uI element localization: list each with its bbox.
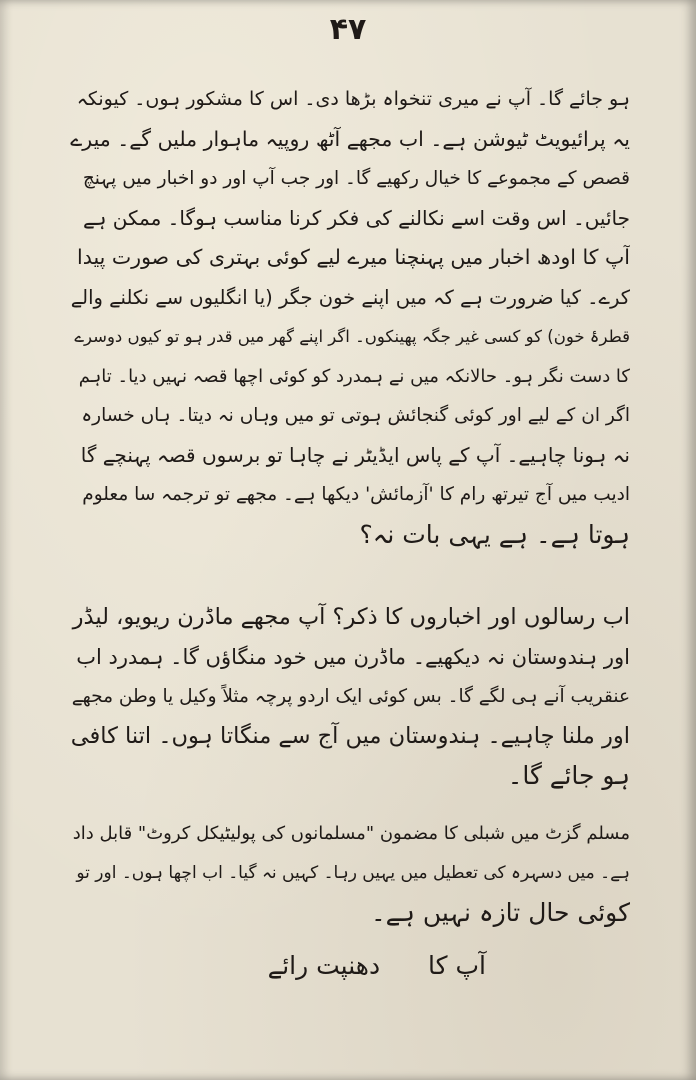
text-line: مسلم گزٹ میں شبلی کا مضمون "مسلمانوں کی پولیٹیکل کروٹ" قابل داد [72, 823, 630, 844]
text-line: کا دست نگر ہو۔ حالانکہ میں نے ہمدرد کو کوئی اچھا قصہ نہیں دیا۔ تاہم [78, 365, 630, 387]
text-line: قصص کے مجموعے کا خیال رکھیے گا۔ اور جب آپ اور دو اخبار میں پہنچ [82, 168, 630, 189]
page-number: ۴۷ [329, 12, 367, 47]
text-line: یہ پرائیویٹ ٹیوشن ہے۔ اب مجھے آٹھ روپیہ ماہوار ملیں گے۔ میرے [70, 126, 630, 151]
text-line: ہے۔ میں دسہرہ کی تعطیل میں یہیں رہا۔ کہیں نہ گیا۔ اب اچھا ہوں۔ اور تو [76, 862, 630, 883]
text-line: عنقریب آنے ہی لگے گا۔ بس کوئی ایک اردو پرچہ مثلاً وکیل یا وطن مجھے [71, 686, 630, 707]
text-line: ہوتا ہے۔ ہے یہی بات نہ؟ [359, 519, 630, 549]
paragraph-2 [70, 598, 630, 796]
text-line: ہو جائے گا۔ [507, 761, 630, 790]
text-line: کوئی حال تازہ نہیں ہے۔ [370, 898, 630, 927]
paragraph-1 [70, 80, 630, 554]
text-line: اب رسالوں اور اخباروں کا ذکر؟ آپ مجھے ماڈرن ریویو، لیڈر [72, 604, 630, 630]
text-line: قطرۂ خون) کو کسی غیر جگہ پھینکوں۔ اگر اپنے گھر میں قدر ہو تو کیوں دوسرے [74, 327, 630, 346]
text-line: اور ہندوستان نہ دیکھیے۔ ماڈرن میں خود منگاؤں گا۔ ہمدرد اب [76, 644, 630, 669]
text-line: اور ملنا چاہیے۔ ہندوستان میں آج سے منگاتا ہوں۔ اتنا کافی [70, 722, 630, 749]
text-line: ہو جائے گا۔ آپ نے میری تنخواہ بڑھا دی۔ اس کا مشکور ہوں۔ کیونکہ [76, 88, 630, 110]
signature [268, 946, 486, 986]
paragraph-3 [70, 814, 630, 933]
text-line: آپ کا اودھ اخبار میں پہنچنا میرے لیے کوئی بہتری کی صورت پیدا [77, 245, 630, 269]
text-line: جائیں۔ اس وقت اسے نکالنے کی فکر کرنا مناسب ہوگا۔ ممکن ہے [82, 205, 630, 230]
signature-name: دھنپت رائے [267, 951, 381, 980]
text-line: کرے۔ کیا ضرورت ہے کہ میں اپنے خون جگر (یا انگلیوں سے نکلنے والے [70, 285, 630, 309]
text-line: اگر ان کے لیے اور کوئی گنجائش ہوتی تو میں وہاں نہ دیتا۔ ہاں خسارہ [81, 405, 630, 426]
signature-closing: آپ کا [428, 951, 486, 980]
text-line: نہ ہونا چاہیے۔ آپ کے پاس ایڈیٹر نے چاہا تو برسوں قصہ پہنچے گا [80, 442, 630, 467]
text-line: ادیب میں آج تیرتھ رام کا 'آزمائش' دیکھا ہے۔ مجھے تو ترجمہ سا معلوم [82, 484, 630, 505]
